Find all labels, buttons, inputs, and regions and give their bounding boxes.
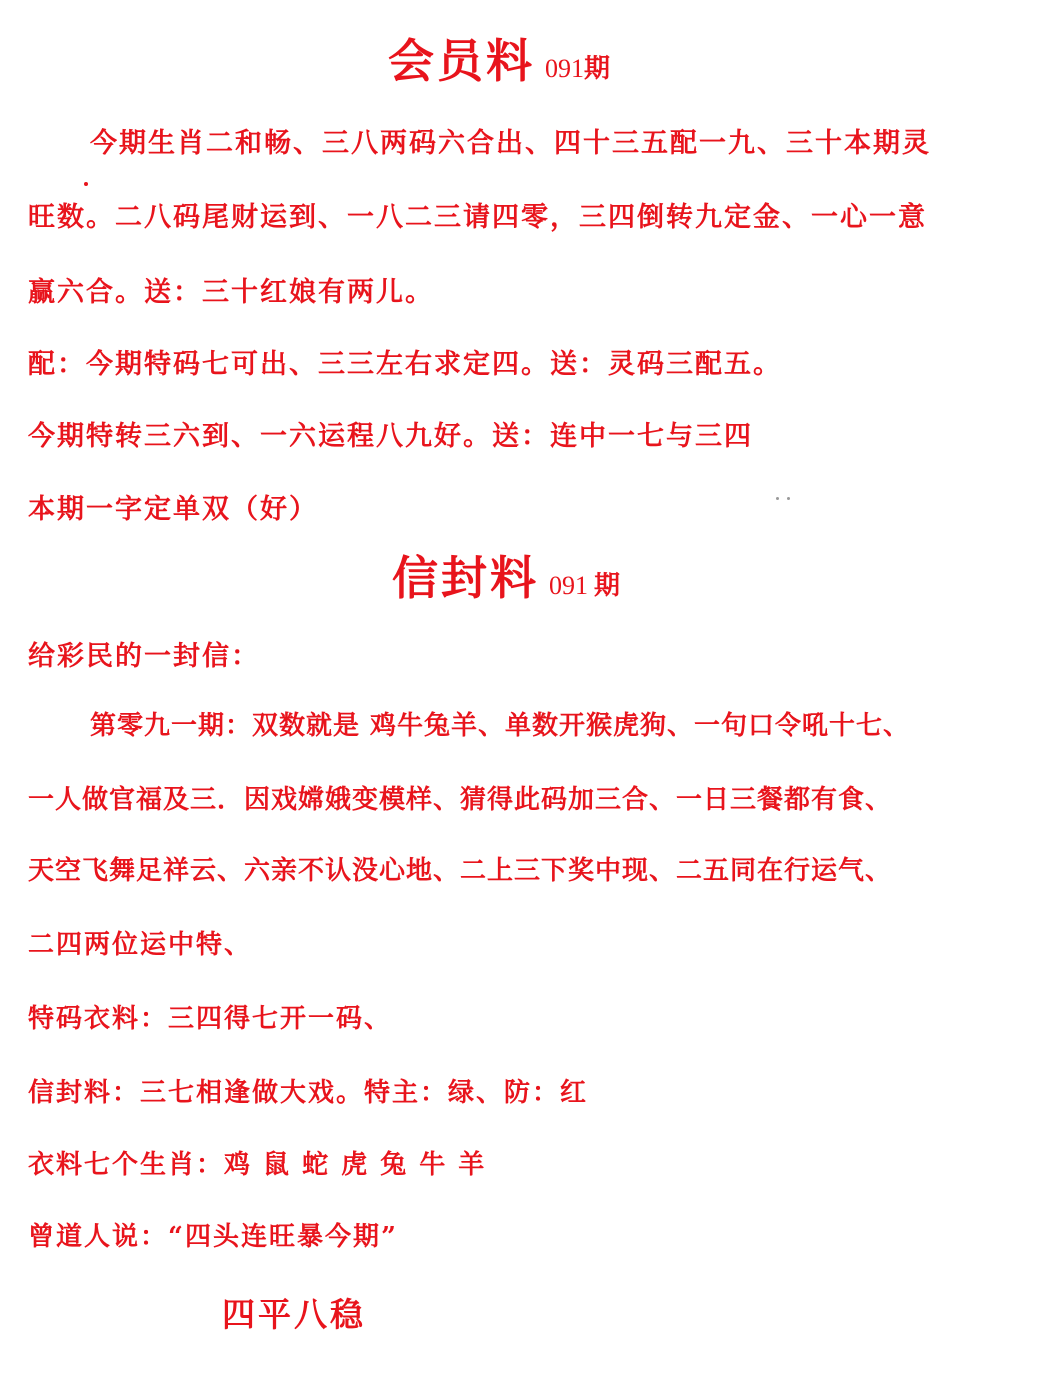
section1-line-1: 今期生肖二和畅、三八两码六合出、四十三五配一九、三十本期灵 [90,128,931,159]
section1-line-3: 赢六合。送：三十红娘有两儿。 [28,277,434,308]
closing-phrase: 四平八稳 [222,1295,366,1334]
section2-line-7: 信封料：三七相逢做大戏。特主：绿、防：红 [28,1078,589,1108]
section1-line-4: 配：今期特码七可出、三三左右求定四。送：灵码三配五。 [28,349,782,380]
section1-title [388,34,611,88]
section1-issue-number: 091 [545,54,584,83]
section2-line-2: 第零九一期：双数就是 鸡牛兔羊、单数开猴虎狗、一句口令吼十七、 [90,711,911,741]
section1-line-6: 本期一字定单双（好） [28,494,318,525]
section2-issue-suffix: 期 [594,571,621,601]
section1-issue-suffix: 期 [584,54,611,84]
section1-title-text: 会员料 [388,34,535,88]
section2-issue-number: 091 [549,571,588,600]
scan-speck [787,497,790,500]
section2-title [392,551,621,605]
section2-line-5: 二四两位运中特、 [28,930,253,960]
section2-line-6: 特码衣料：三四得七开一码、 [28,1004,393,1034]
section2-line-4: 天空飞舞足祥云、六亲不认没心地、二上三下奖中现、二五同在行运气、 [28,856,893,886]
section2-line-9: 曾道人说：“四头连旺暴今期” [28,1222,398,1252]
section2-line-3: 一人做官福及三．因戏嫦娥变模样、猜得此码加三合、一日三餐都有食、 [28,785,893,815]
section1-line-2: 旺数。二八码尾财运到、一八二三请四零，三四倒转九定金、一心一意 [28,202,927,233]
section2-line-8: 衣料七个生肖：鸡 鼠 蛇 虎 兔 牛 羊 [28,1150,487,1180]
ink-speck [84,182,88,186]
section1-line-5: 今期特转三六到、一六运程八九好。送：连中一七与三四 [28,421,753,452]
section2-title-text: 信封料 [392,551,539,605]
scan-speck [776,497,779,500]
section2-line-1: 给彩民的一封信： [28,641,260,672]
